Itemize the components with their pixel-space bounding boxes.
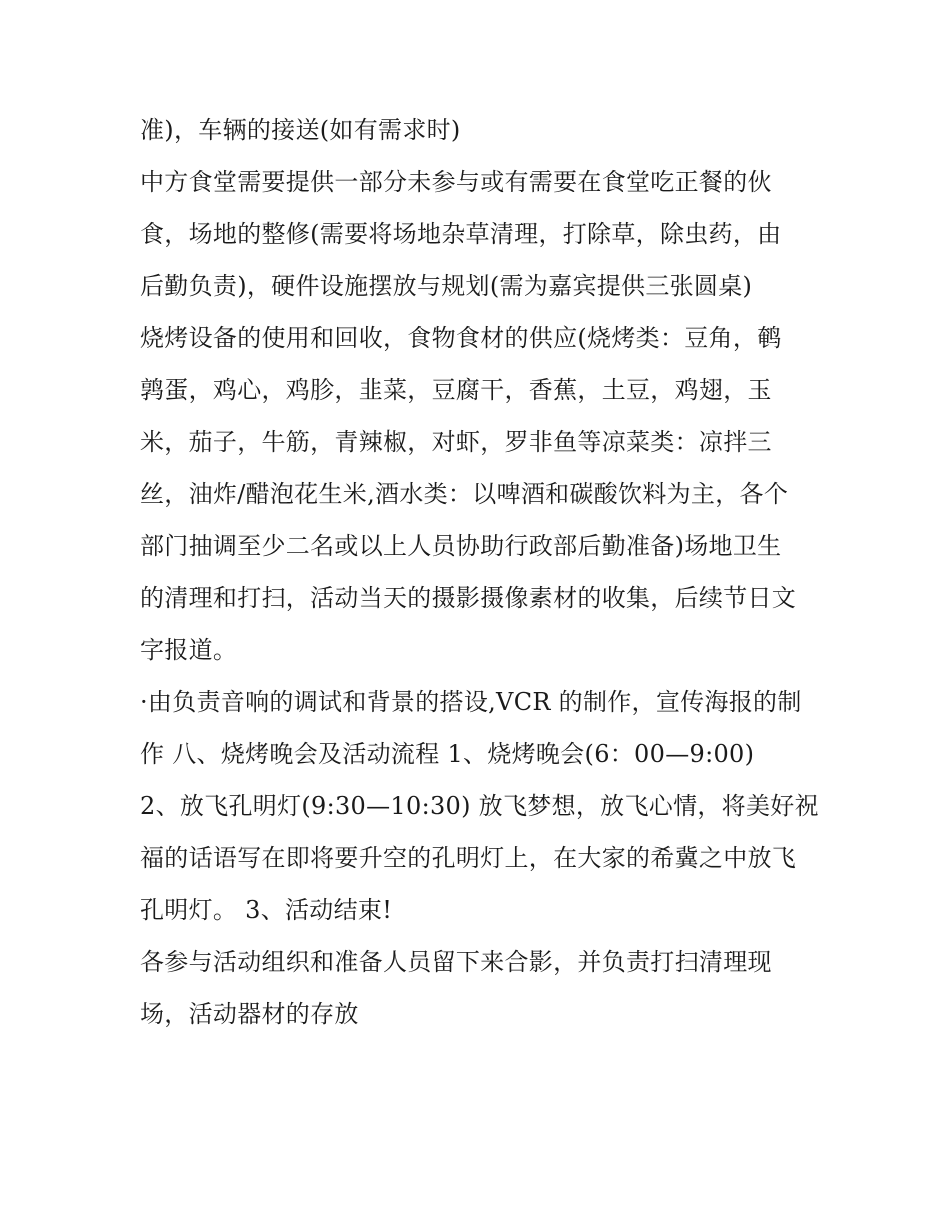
text-line: 后勤负责)，硬件设施摆放与规划(需为嘉宾提供三张圆桌) [140,272,753,300]
text-line: 2、放飞孔明灯(9:30—10:30) 放飞梦想，放飞心情，将美好祝 [140,792,819,820]
text-line: 鹑蛋，鸡心，鸡胗，韭菜，豆腐干，香蕉，土豆，鸡翅，玉 [140,376,772,404]
text-line: 各参与活动组织和准备人员留下来合影，并负责打扫清理现 [140,948,772,976]
text-line: 孔明灯。 3、活动结束! [140,896,393,924]
text-line: 丝，油炸/醋泡花生米,酒水类：以啤酒和碳酸饮料为主，各个 [140,480,789,508]
text-line: 食，场地的整修(需要将场地杂草清理，打除草，除虫药，由 [140,220,782,248]
text-line: 中方食堂需要提供一部分未参与或有需要在食堂吃正餐的伙 [140,168,772,196]
text-line: ·由负责音响的调试和背景的搭设,VCR 的制作，宣传海报的制 [140,688,802,716]
text-line: 字报道。 [140,636,238,664]
document-body [140,112,820,1048]
text-line: 的清理和打扫，活动当天的摄影摄像素材的收集，后续节日文 [140,584,797,612]
text-line: 米，茄子，牛筋，青辣椒，对虾，罗非鱼等凉菜类：凉拌三 [140,428,772,456]
text-line: 作 八、烧烤晚会及活动流程 1、烧烤晚会(6：00—9:00) [140,740,755,768]
text-line: 场，活动器材的存放 [140,1000,359,1028]
text-line: 准)，车辆的接送(如有需求时) [140,116,461,144]
text-line: 福的话语写在即将要升空的孔明灯上，在大家的希冀之中放飞 [140,844,797,872]
text-line: 部门抽调至少二名或以上人员协助行政部后勤准备)场地卫生 [140,532,782,560]
text-line: 烧烤设备的使用和回收，食物食材的供应(烧烤类：豆角，鹌 [140,324,782,352]
